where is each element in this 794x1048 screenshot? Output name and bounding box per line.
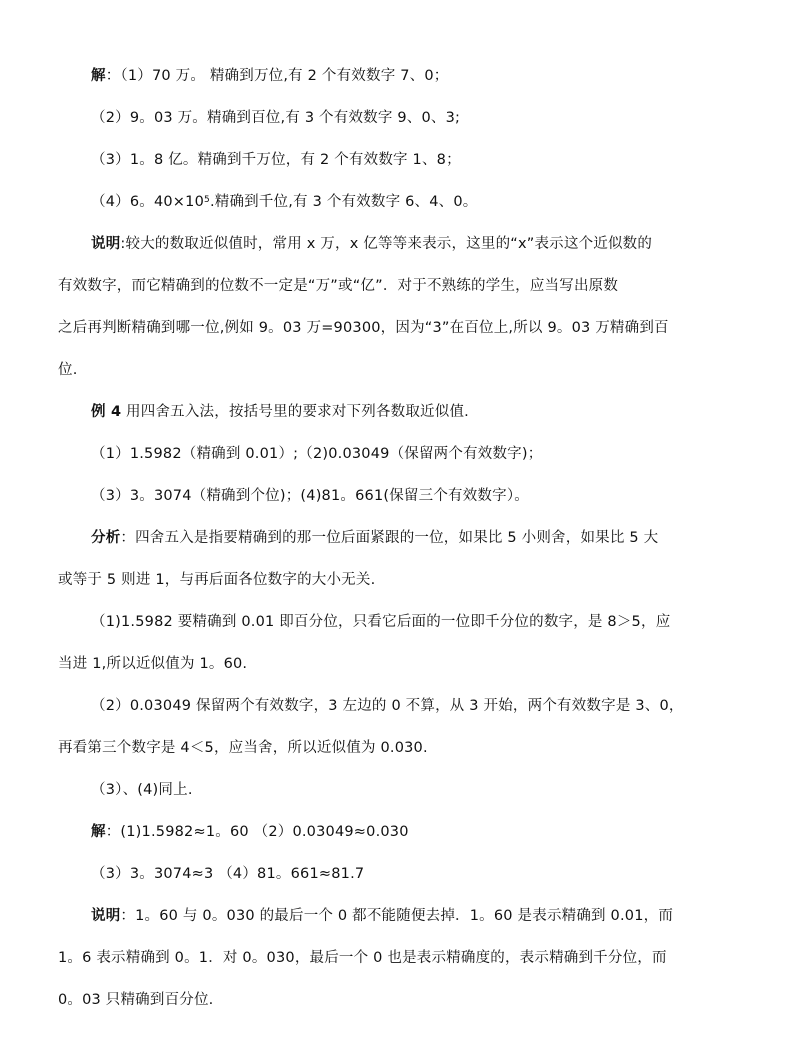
exponent: 5 [204, 195, 210, 205]
analysis-line-1: 分析：四舍五入是指要精确到的那一位后面紧跟的一位，如果比 5 小则舍，如果比 5 大 [91, 530, 659, 546]
note1-line-2: 有效数字，而它精确到的位数不一定是“万”或“亿”．对于不熟练的学生，应当写出原数 [58, 278, 619, 294]
analysis-label: 分析 [91, 530, 121, 546]
analysis-line-7: （3）、(4)同上. [91, 782, 193, 798]
analysis-line-5: （2）0.03049 保留两个有效数字，3 左边的 0 不算，从 3 开始，两个有效数字是 3、0， [91, 698, 684, 714]
analysis-line-6: 再看第三个数字是 4＜5，应当舍，所以近似值为 0.030. [58, 740, 428, 756]
answer1-line-2: （2）9。03 万。精确到百位,有 3 个有效数字 9、0、3; [91, 110, 461, 126]
analysis-line-4: 当进 1,所以近似值为 1。60. [58, 656, 248, 672]
note1-line-3: 之后再判断精确到哪一位,例如 9。03 万=90300，因为“3”在百位上,所以 9。03 万精确到百 [58, 320, 669, 336]
note2-line-1: 说明：1。60 与 0。030 的最后一个 0 都不能随便去掉．1。60 是表示精确到 0.01，而 [91, 908, 674, 924]
answer-label: 解 [91, 824, 106, 840]
analysis-line-2: 或等于 5 则进 1，与再后面各位数字的大小无关. [58, 572, 376, 588]
note2-line-2: 1。6 表示精确到 0。1．对 0。030，最后一个 0 也是表示精确度的，表示精确到千分位，而 [58, 950, 667, 966]
answer-label: 解 [91, 68, 106, 84]
answer2-line-2: （3）3。3074≈3 （4）81。661≈81.7 [91, 866, 365, 882]
answer1-line-4: （4）6。$40\times 10^5$.精确到千位,有 3 个有效数字 6、4、0。 [91, 194, 478, 210]
answer2-line-1: 解：(1)1.5982≈1。60 （2）0.03049≈0.030 [91, 824, 409, 840]
answer1-line-3: （3）1。8 亿。精确到千万位，有 2 个有效数字 1、8； [91, 152, 461, 168]
note1-line-1: 说明:较大的数取近似值时，常用 x 万，x 亿等等来表示，这里的“x”表示这个近似数的 [91, 236, 653, 252]
note2-line-3: 0。03 只精确到百分位. [58, 992, 214, 1008]
note-label: 说明 [91, 908, 121, 924]
example4-line-2: （1）1.5982（精确到 0.01）;（2)0.03049（保留两个有效数字)； [91, 446, 543, 462]
answer1-line-1: 解：（1）70 万。 精确到万位,有 2 个有效数字 7、0； [91, 68, 449, 84]
example-label: 例 4 [91, 404, 122, 420]
analysis-line-3: （1)1.5982 要精确到 0.01 即百分位，只看它后面的一位即千分位的数字，是 8＞5，应 [91, 614, 671, 630]
example4-line-3: （3）3。3074（精确到个位)；(4)81。661(保留三个有效数字）。 [91, 488, 529, 504]
note1-line-4: 位. [58, 362, 78, 378]
note-label: 说明 [91, 236, 121, 252]
example4-line-1: 例 4 用四舍五入法，按括号里的要求对下列各数取近似值. [91, 404, 469, 420]
